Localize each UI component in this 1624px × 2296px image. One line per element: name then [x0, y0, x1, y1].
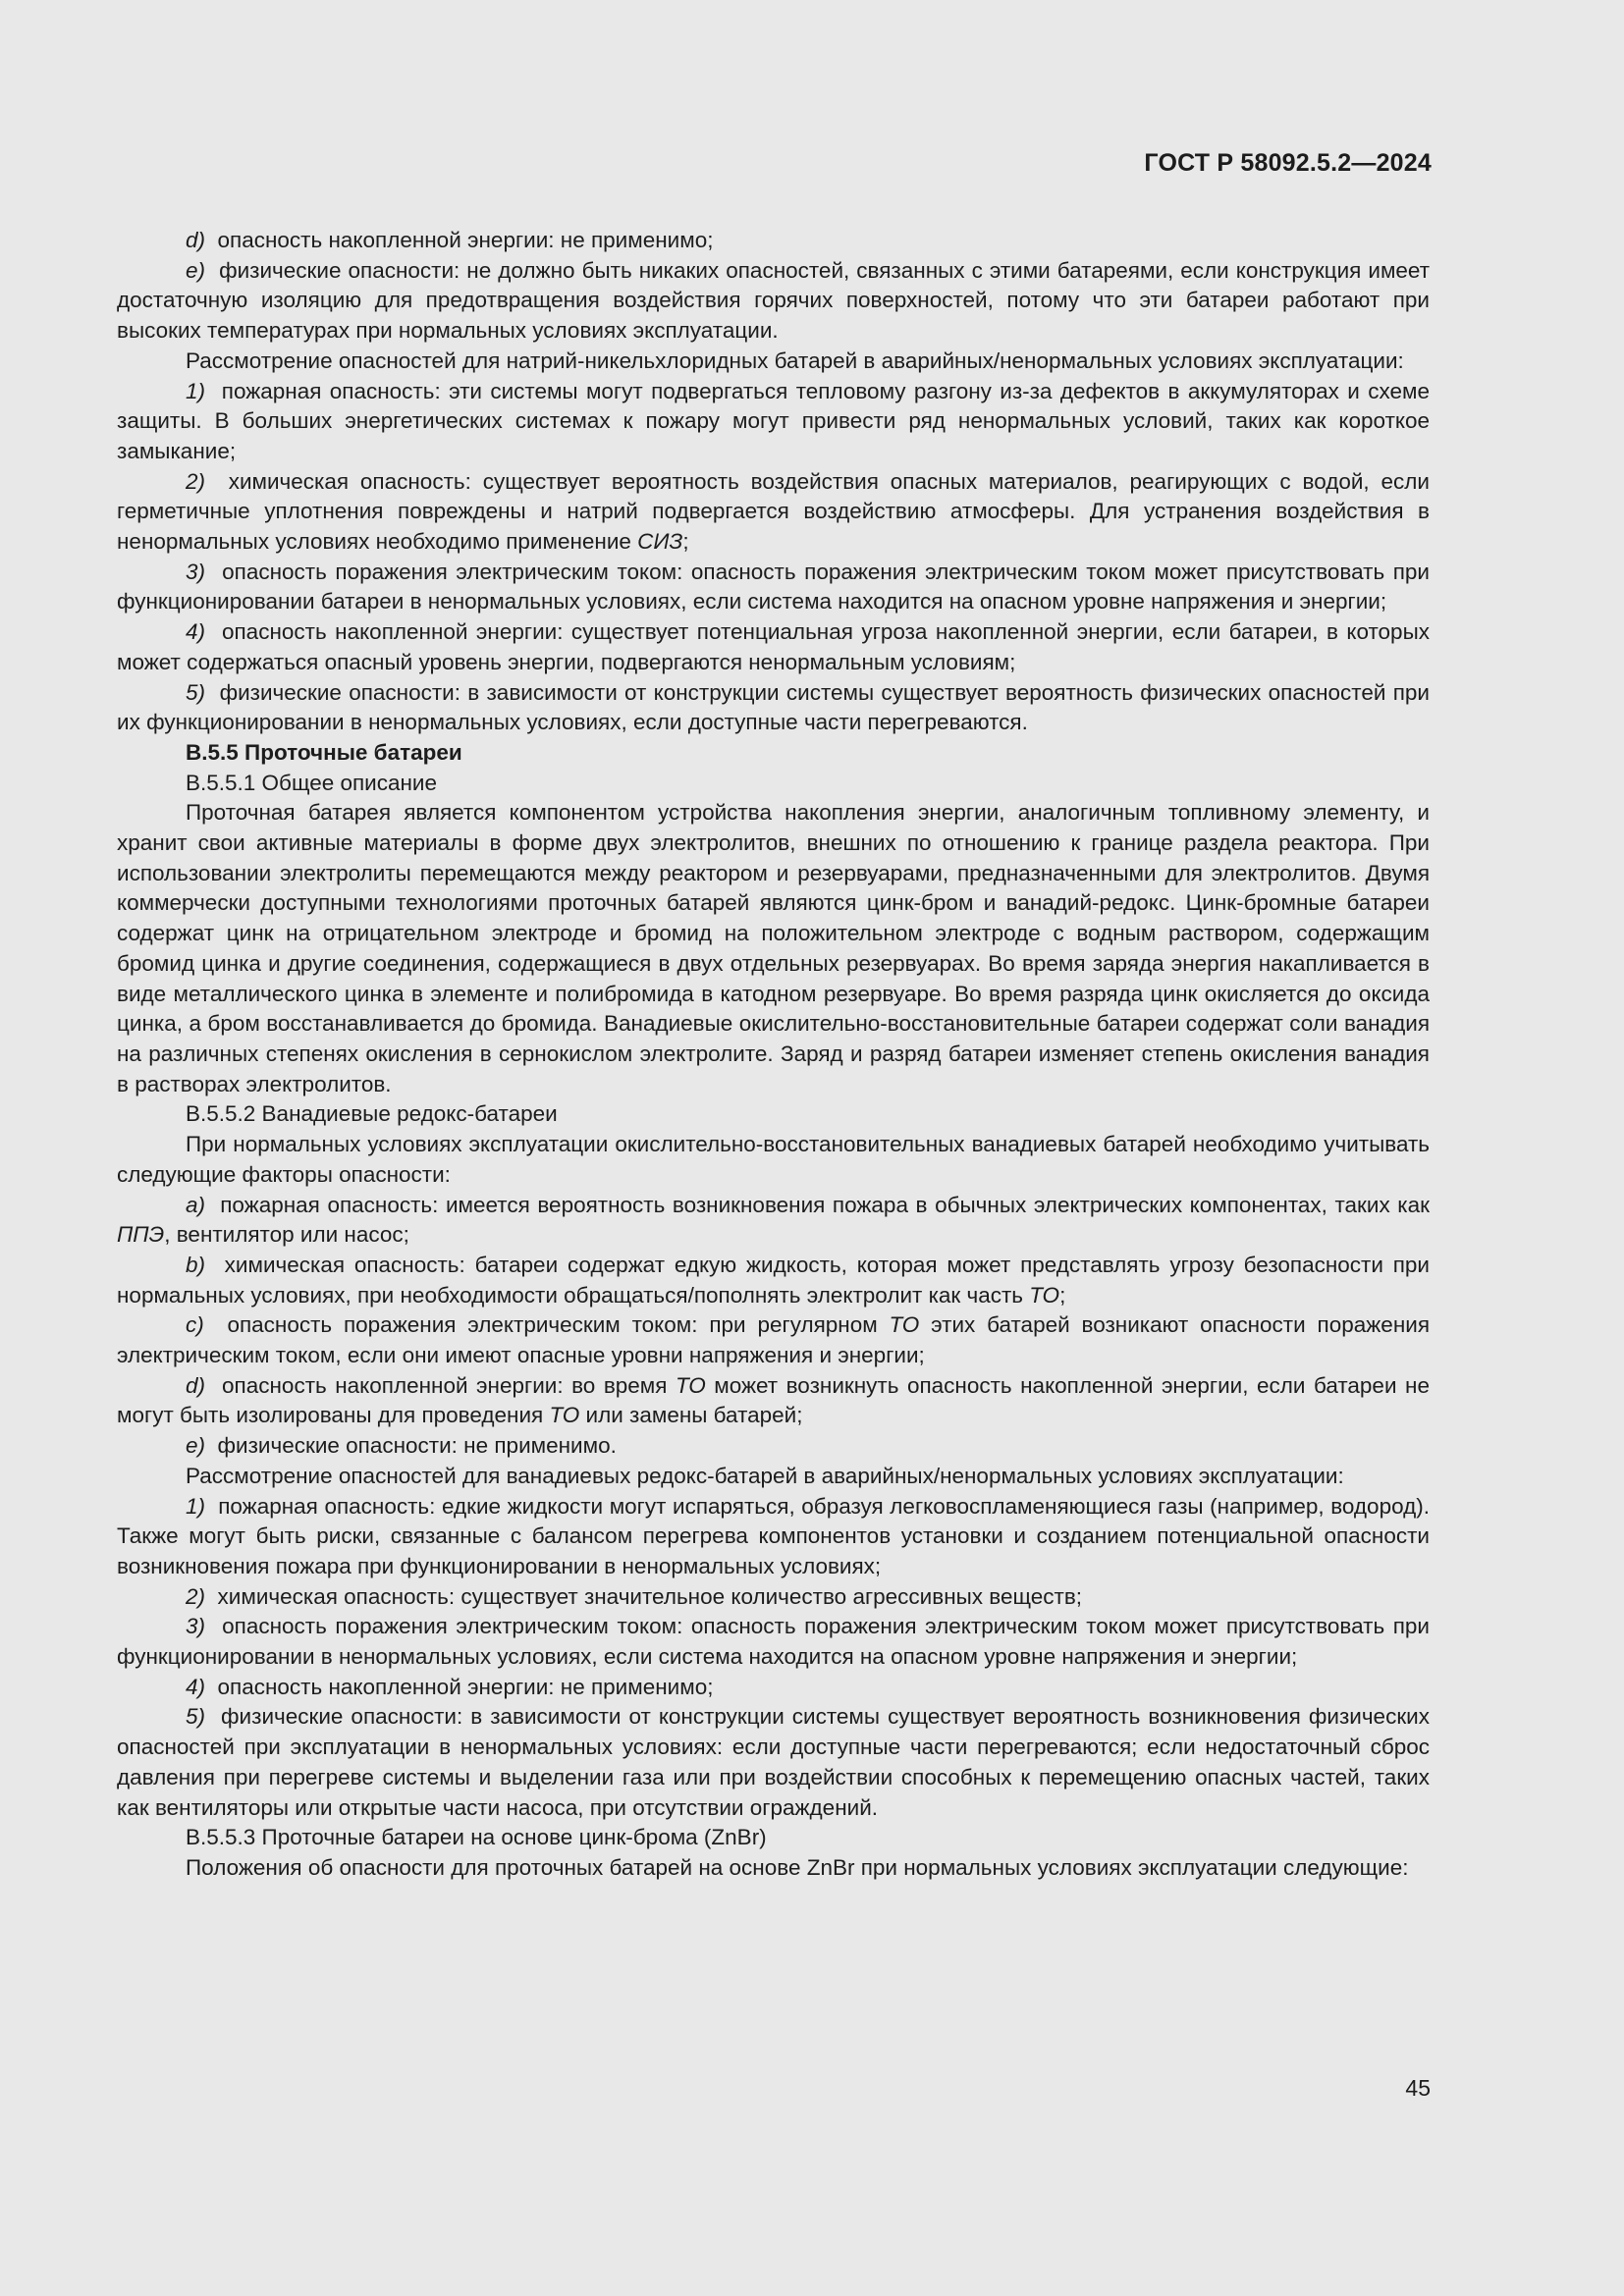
list-marker: a) — [186, 1192, 206, 1217]
paragraph — [117, 256, 1430, 347]
paragraph-text: пожарная опасность: имеется вероятность возникновения пожара в обычных электрических компонентах, таких как — [220, 1192, 1430, 1217]
paragraph — [117, 798, 1430, 1099]
paragraph-text: химическая опасность: батареи содержат едкую жидкость, которая может представлять угрозу безопасности при нормальных условиях, при необходимости обращаться/пополнять электролит как часть — [117, 1252, 1430, 1308]
paragraph — [117, 1310, 1430, 1370]
paragraph — [117, 467, 1430, 558]
abbreviation: ППЭ — [117, 1222, 165, 1248]
paragraph-text: Рассмотрение опасностей для ванадиевых редокс-батарей в аварийных/ненормальных условиях эксплуатации: — [186, 1463, 1344, 1488]
document-body — [117, 226, 1430, 1884]
paragraph — [117, 1582, 1430, 1613]
section-heading — [117, 738, 1430, 769]
paragraph-text: опасность поражения электрическим током: опасность поражения электрическим током может присутствовать при функционировании батареи в ненормальных условиях, если система находится на опасном уровне напряжения и энергии; — [117, 559, 1430, 614]
paragraph — [117, 678, 1430, 738]
paragraph-text: опасность накопленной энергии: не применимо; — [217, 1674, 714, 1699]
paragraph-text: опасность накопленной энергии: существует потенциальная угроза накопленной энергии, если батареи, в которых может содержаться опасный уровень энергии, подвергаются ненормальным условиям; — [117, 619, 1430, 674]
paragraph-text: физические опасности: не должно быть никаких опасностей, связанных с этими батареями, если конструкция имеет достаточную изоляцию для предотвращения воздействия горячих поверхностей, потому что эти батареи работают при высоких температурах при нормальных условиях эксплуатации. — [117, 257, 1430, 344]
paragraph-text-tail: , вентилятор или насос; — [164, 1222, 409, 1248]
abbreviation: СИЗ — [637, 529, 683, 555]
abbreviation: ТО — [675, 1372, 706, 1398]
paragraph-text-tail: ; — [682, 529, 689, 555]
paragraph-text-tail: этих батарей возникают опасности поражения электрическим током, если они имеют опасные уровни напряжения и энергии; — [117, 1312, 1430, 1368]
list-marker: 4) — [186, 619, 206, 645]
paragraph-text: В.5.5.2 Ванадиевые редокс-батареи — [186, 1101, 558, 1127]
list-marker: e) — [186, 257, 206, 283]
page-number: 45 — [1405, 2075, 1431, 2101]
paragraph — [117, 1492, 1430, 1582]
paragraph-text: химическая опасность: существует значительное количество агрессивных веществ; — [217, 1583, 1083, 1609]
paragraph-text: В.5.5 Проточные батареи — [186, 739, 462, 765]
paragraph — [117, 377, 1430, 467]
paragraph-text: химическая опасность: существует вероятность воздействия опасных материалов, реагирующих с водой, если герметичные уплотнения повреждены и натрий подвергается воздействию атмосферы. Для устранения воздействия в ненормальных условиях необходимо применение — [117, 468, 1430, 555]
paragraph-text: Рассмотрение опасностей для натрий-никельхлоридных батарей в аварийных/ненормальных условиях эксплуатации: — [186, 347, 1404, 373]
paragraph-text: Положения об опасности для проточных батарей на основе ZnBr при нормальных условиях эксплуатации следующие: — [186, 1854, 1409, 1880]
paragraph-text: пожарная опасность: эти системы могут подвергаться тепловому разгону из-за дефектов в аккумуляторах и схеме защиты. В больших энергетических системах к пожару могут привести ряд ненормальных условий, таких как короткое замыкание; — [117, 378, 1430, 463]
paragraph-text: опасность накопленной энергии: во время — [222, 1372, 668, 1398]
list-marker: 1) — [186, 1493, 206, 1519]
paragraph-text-tail: может возникнуть опасность накопленной энергии, если батареи не могут быть изолированы для проведения — [117, 1372, 1430, 1428]
paragraph-text-tail: или замены батарей; — [579, 1403, 803, 1428]
paragraph — [117, 1853, 1430, 1884]
abbreviation: ТО — [889, 1312, 920, 1338]
list-marker: c) — [186, 1312, 204, 1338]
list-marker: 2) — [186, 1583, 206, 1609]
abbreviation: ТО — [1029, 1282, 1060, 1308]
paragraph — [117, 1251, 1430, 1310]
paragraph-text: физические опасности: в зависимости от конструкции системы существует вероятность физических опасностей при их функционировании в ненормальных условиях, если доступные части перегреваются. — [117, 679, 1430, 735]
paragraph — [117, 1130, 1430, 1190]
list-marker: b) — [186, 1252, 206, 1277]
list-marker: 2) — [186, 468, 206, 494]
paragraph — [117, 1462, 1430, 1492]
paragraph — [117, 1612, 1430, 1672]
paragraph-text: физические опасности: не применимо. — [217, 1433, 617, 1459]
list-marker: 4) — [186, 1674, 206, 1699]
paragraph — [117, 617, 1430, 677]
paragraph — [117, 1431, 1430, 1462]
list-marker: d) — [186, 228, 206, 252]
list-marker: d) — [186, 1372, 206, 1398]
list-marker: 1) — [186, 378, 206, 403]
paragraph-text: опасность поражения электрическим током: опасность поражения электрическим током может присутствовать при функционировании в ненормальных условиях, если система находится на опасном уровне напряжения и энергии; — [117, 1614, 1430, 1670]
paragraph — [117, 1099, 1430, 1130]
paragraph-text-tail: ; — [1059, 1282, 1066, 1308]
paragraph — [117, 1191, 1430, 1251]
list-marker: 5) — [186, 1704, 206, 1730]
paragraph-text: В.5.5.3 Проточные батареи на основе цинк-брома (ZnBr) — [186, 1825, 767, 1850]
document-code-header: ГОСТ Р 58092.5.2—2024 — [1144, 149, 1432, 177]
paragraph — [117, 769, 1430, 799]
abbreviation: ТО — [549, 1403, 580, 1428]
paragraph-text: опасность поражения электрическим током: при регулярном — [227, 1312, 878, 1338]
paragraph-text: Проточная батарея является компонентом устройства накопления энергии, аналогичным топливному элементу, и хранит свои активные материалы в форме двух электролитов, внешних по отношению к границе раздела реактора. При использовании электролиты перемещаются между реактором и резервуарами, предназначенными для электролитов. Двумя коммерчески доступными технологиями проточных батарей являются цинк-бром и ванадий-редокс. Цинк-бромные батареи содержат цинк на отрицательном электроде и бромид на положительном электроде с водным раствором, содержащим бромид цинка и другие соединения, содержащиеся в двух отдельных резервуарах. Во время заряда энергия накапливается в виде металлического цинка в элементе и полибромида в катодном резервуаре. Во время разряда цинк окисляется до оксида цинка, а бром восстанавливается до бромида. Ванадиевые окислительно-восстановительные батареи содержат соли ванадия на различных степенях окисления в сернокислом электролите. Заряд и разряд батареи изменяет степень окисления ванадия в растворах электролитов. — [117, 800, 1430, 1096]
paragraph-text: В.5.5.1 Общее описание — [186, 770, 438, 795]
paragraph — [117, 1673, 1430, 1703]
paragraph-text: пожарная опасность: едкие жидкости могут испаряться, образуя легковоспламеняющиеся газы (например, водород). Также могут быть риски, связанные с балансом перегрева компонентов установки и созданием потенциальной опасности возникновения пожара при функционировании в ненормальных условиях; — [117, 1493, 1430, 1578]
list-marker: e) — [186, 1433, 206, 1459]
paragraph — [117, 1702, 1430, 1823]
list-marker: 5) — [186, 679, 206, 705]
paragraph-text: опасность накопленной энергии: не применимо; — [217, 228, 714, 252]
paragraph — [117, 226, 1430, 256]
paragraph — [117, 558, 1430, 617]
paragraph-text: физические опасности: в зависимости от конструкции системы существует вероятность возникновения физических опасностей при эксплуатации в ненормальных условиях: если доступные части перегреваются; если недостаточный сброс давления при перегреве системы и выделении газа или при воздействии способных к перемещению опасных частей, таких как вентиляторы или открытые части насоса, при отсутствии ограждений. — [117, 1704, 1430, 1820]
list-marker: 3) — [186, 1614, 206, 1639]
paragraph — [117, 1823, 1430, 1853]
paragraph-text: При нормальных условиях эксплуатации окислительно-восстановительных ванадиевых батарей необходимо учитывать следующие факторы опасности: — [117, 1132, 1430, 1187]
list-marker: 3) — [186, 559, 206, 584]
paragraph — [117, 347, 1430, 377]
paragraph — [117, 1371, 1430, 1431]
